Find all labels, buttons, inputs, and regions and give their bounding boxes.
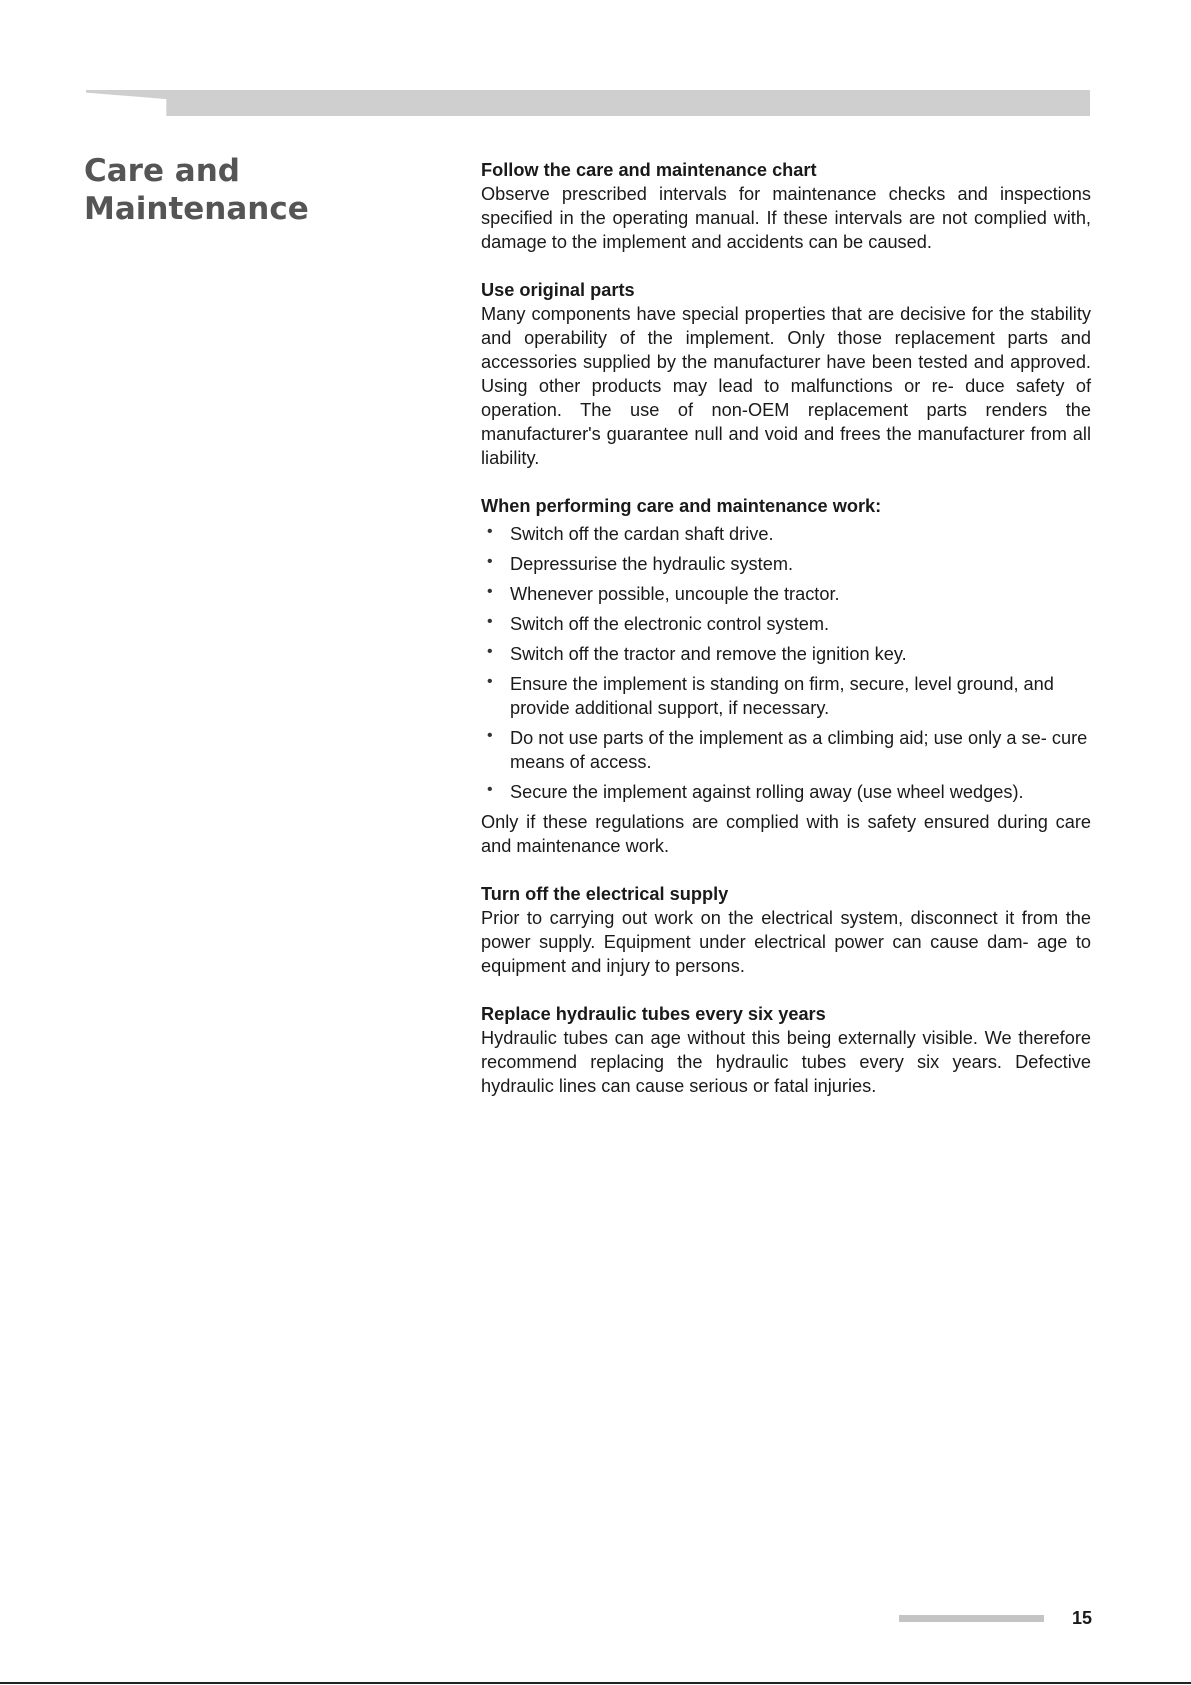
- list-item-text: Switch off the electronic control system.: [510, 614, 830, 634]
- section-heading: When performing care and maintenance work:: [481, 496, 882, 516]
- list-item: [481, 552, 1091, 576]
- page-border: [0, 1682, 1191, 1684]
- list-item: [481, 612, 1091, 636]
- list-item: [481, 726, 1091, 774]
- page-title: Care and Maintenance: [84, 153, 309, 227]
- list-item-text: Whenever possible, uncouple the tractor.: [510, 584, 840, 604]
- page-number: 15: [1071, 1608, 1092, 1628]
- list-item-text: Depressurise the hydraulic system.: [510, 554, 794, 574]
- list-item: [481, 642, 1091, 666]
- section-heading: Follow the care and maintenance chart: [481, 160, 817, 180]
- list-item-text: Do not use parts of the implement as a climbing aid; use only a se- cure means of access.: [510, 728, 1088, 772]
- section-hydraulic-tubes: [481, 1002, 1091, 1098]
- section-heading: Replace hydraulic tubes every six years: [481, 1004, 826, 1024]
- safety-checklist: [481, 522, 1091, 804]
- section-note: Only if these regulations are complied with is safety ensured during care and maintenance work.: [481, 812, 1091, 856]
- section-body: Observe prescribed intervals for maintenance checks and inspections specified in the operating manual. If these intervals are not complied with, damage to the implement and accidents can be caused.: [481, 184, 1091, 252]
- main-content: [481, 158, 1091, 1122]
- list-item: [481, 672, 1091, 720]
- footer-decorative-bar: [899, 1615, 1044, 1622]
- list-item: [481, 582, 1091, 606]
- list-item-text: Secure the implement against rolling away (use wheel wedges).: [510, 782, 1024, 802]
- section-original-parts: [481, 278, 1091, 470]
- bullet-icon: •: [487, 643, 493, 660]
- header-decorative-bar: [86, 90, 1090, 116]
- bullet-icon: •: [487, 781, 493, 798]
- list-item-text: Ensure the implement is standing on firm, secure, level ground, and provide additional support, if necessary.: [510, 674, 1054, 718]
- section-heading: Turn off the electrical supply: [481, 884, 729, 904]
- section-maintenance-work: [481, 494, 1091, 858]
- bullet-icon: •: [487, 673, 493, 690]
- section-maintenance-chart: [481, 158, 1091, 254]
- bullet-icon: •: [487, 523, 493, 540]
- list-item-text: Switch off the tractor and remove the ignition key.: [510, 644, 907, 664]
- bullet-icon: •: [487, 553, 493, 570]
- bullet-icon: •: [487, 583, 493, 600]
- list-item: [481, 780, 1091, 804]
- bullet-icon: •: [487, 613, 493, 630]
- list-item: [481, 522, 1091, 546]
- bullet-icon: •: [487, 727, 493, 744]
- section-body: Prior to carrying out work on the electrical system, disconnect it from the power supply. Equipment under electrical power can cause dam- age to equipment and injury to persons.: [481, 908, 1091, 976]
- section-body: Hydraulic tubes can age without this being externally visible. We therefore recommend replacing the hydraulic tubes every six years. Defective hydraulic lines can cause serious or fatal injuries.: [481, 1028, 1091, 1096]
- section-electrical-supply: [481, 882, 1091, 978]
- section-body: Many components have special properties that are decisive for the stability and operability of the implement. Only those replacement parts and accessories supplied by the manufacturer have been tested and approved. Using other products may lead to malfunctions or re- duce safety of operation. The use of non-OEM replacement parts renders the manufacturer's guarantee null and void and frees the manufacturer from all liability.: [481, 304, 1091, 468]
- list-item-text: Switch off the cardan shaft drive.: [510, 524, 774, 544]
- section-heading: Use original parts: [481, 280, 635, 300]
